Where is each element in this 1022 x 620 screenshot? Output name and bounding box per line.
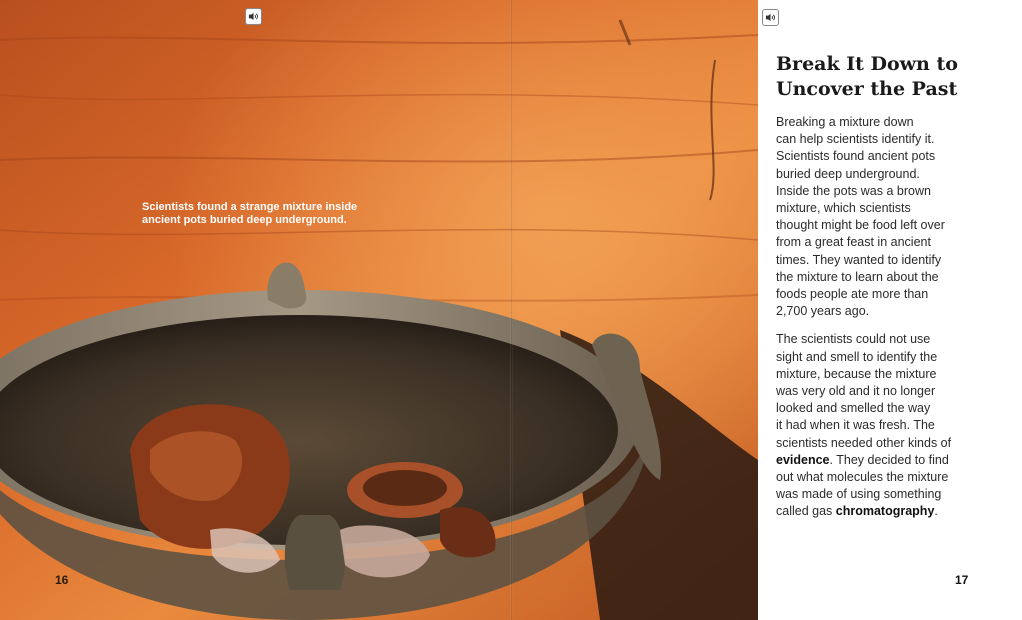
audio-play-button-left[interactable] [245, 8, 262, 25]
text-fragment: called gas [776, 504, 836, 519]
text-line: was very old and it no longer [776, 384, 936, 399]
speaker-icon [248, 11, 259, 22]
text-line [776, 503, 974, 520]
text-line: buried deep underground. [776, 166, 920, 181]
photo-caption [142, 201, 392, 227]
article-column [776, 52, 974, 532]
glossary-term-evidence[interactable]: evidence [776, 452, 830, 467]
text-line: from a great feast in ancient [776, 235, 931, 250]
caption-line: ancient pots buried deep underground. [142, 214, 347, 226]
paragraph-1 [776, 114, 974, 320]
text-line: can help scientists identify it. [776, 132, 935, 147]
heading-line: Break It Down to [776, 53, 958, 75]
paragraph-2 [776, 331, 974, 520]
speaker-icon [765, 12, 776, 23]
text-line: mixture, which scientists [776, 201, 911, 216]
text-line: scientists needed other kinds of [776, 435, 952, 450]
caption-line: Scientists found a strange mixture inside [142, 201, 358, 213]
text-line: mixture, because the mixture [776, 366, 937, 381]
glossary-term-chromatography[interactable]: chromatography [835, 504, 935, 519]
text-line: Inside the pots was a brown [776, 183, 931, 198]
text-line [776, 452, 974, 469]
text-line: Scientists found ancient pots [776, 149, 936, 164]
text-line: it had when it was fresh. The [776, 418, 935, 433]
text-fragment: . [934, 504, 938, 519]
page-number-left: 16 [55, 573, 69, 587]
text-line: times. They wanted to identify [776, 252, 942, 267]
page-number-right: 17 [955, 573, 969, 587]
text-line: was made of using something [776, 487, 942, 502]
article-heading [776, 52, 974, 102]
audio-play-button-right[interactable] [762, 9, 779, 26]
text-line: 2,700 years ago. [776, 304, 870, 319]
text-line: sight and smell to identify the [776, 349, 938, 364]
page-gutter [510, 0, 513, 620]
text-line: out what molecules the mixture [776, 470, 949, 485]
text-line: the mixture to learn about the [776, 269, 939, 284]
text-line: The scientists could not use [776, 332, 931, 347]
text-fragment: . They decided to find [829, 452, 949, 467]
text-line: foods people ate more than [776, 287, 929, 302]
heading-line: Uncover the Past [776, 78, 958, 100]
text-line: looked and smelled the way [776, 401, 931, 416]
text-line: Breaking a mixture down [776, 115, 914, 129]
text-line: thought might be food left over [776, 218, 945, 233]
